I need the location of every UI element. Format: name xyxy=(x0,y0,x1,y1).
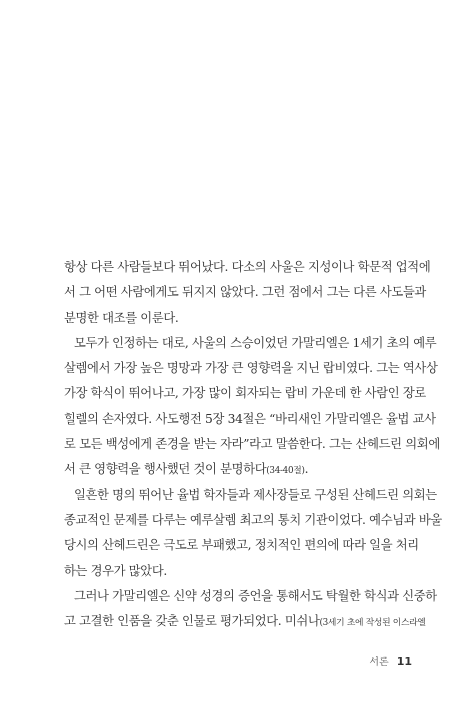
text-segment: 서 큰 영향력을 행사했던 것이 분명하다 xyxy=(64,462,267,477)
text-line: 하는 경우가 많았다. xyxy=(64,563,167,578)
text-line xyxy=(64,609,426,634)
body-text xyxy=(64,255,442,634)
paragraph xyxy=(64,584,437,635)
sentence-end: . xyxy=(304,462,309,477)
text-line: 종교적인 문제를 다루는 예루살렘 최고의 통치 기관이었다. 예수님과 바울 xyxy=(64,512,442,527)
section-title: 서론 xyxy=(369,657,389,668)
page-footer xyxy=(369,650,412,669)
text-line xyxy=(64,457,410,482)
text-line: 로 모든 백성에게 존경을 받는 자라”라고 말씀한다. 그는 산헤드린 의회에 xyxy=(64,437,440,452)
text-line: 가장 학식이 뛰어나고, 가장 많이 회자되는 랍비 가운데 한 사람인 장로 xyxy=(64,386,426,401)
text-segment: 고 고결한 인품을 갖춘 인물로 평가되었다. 미쉬나 xyxy=(64,614,320,629)
text-line: 일흔한 명의 뛰어난 율법 학자들과 제사장들로 구성된 산헤드린 의회는 xyxy=(74,487,437,502)
inline-note: (3세기 초에 작성된 이스라엘 xyxy=(319,618,426,629)
text-line: 당시의 산헤드린은 극도로 부패했고, 정치적인 편의에 따라 일을 처리 xyxy=(64,538,419,553)
verse-reference: (34-40절) xyxy=(266,466,305,477)
text-line: 힐렐의 손자였다. 사도행전 5장 34절은 “바리새인 가말리엘은 율법 교사 xyxy=(64,411,436,426)
text-line: 항상 다른 사람들보다 뛰어났다. 다소의 사울은 지성이나 학문적 업적에 xyxy=(64,260,431,274)
page-number: 11 xyxy=(396,655,412,668)
text-line: 살렘에서 가장 높은 명망과 가장 큰 영향력을 지닌 랍비였다. 그는 역사상 xyxy=(64,361,438,376)
text-line: 서 그 어떤 사람에게도 뒤지지 않았다. 그런 점에서 그는 다른 사도들과 xyxy=(64,285,426,300)
paragraph xyxy=(64,331,440,483)
paragraph xyxy=(64,483,442,584)
text-line: 모두가 인정하는 대로, 사울의 스승이었던 가말리엘은 1세기 초의 예루 xyxy=(74,335,437,350)
text-line: 분명한 대조를 이룬다. xyxy=(64,310,179,325)
text-line: 그러나 가말리엘은 신약 성경의 증언을 통해서도 탁월한 학식과 신중하 xyxy=(74,588,437,603)
paragraph xyxy=(64,255,431,331)
